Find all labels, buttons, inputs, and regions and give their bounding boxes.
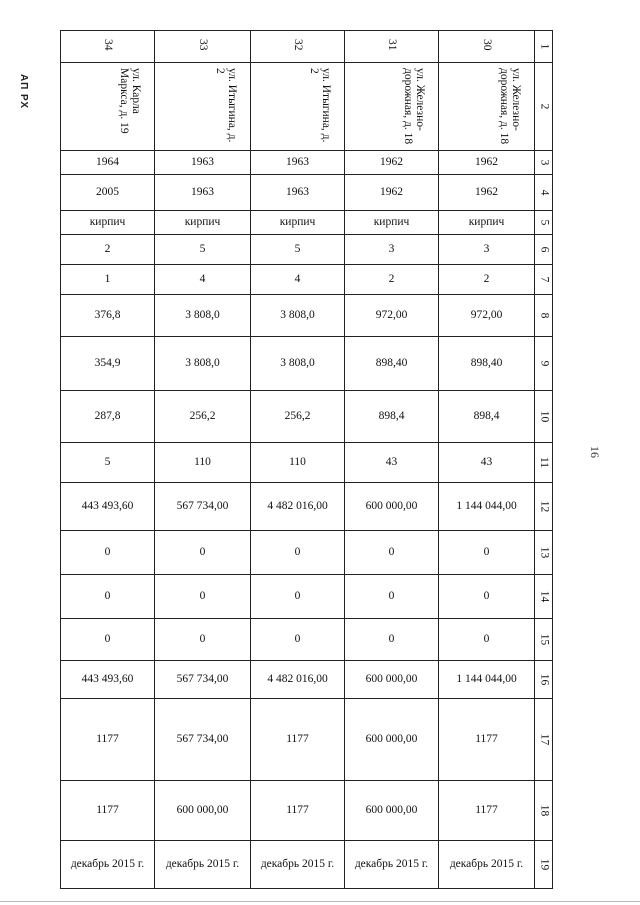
table-cell: 972,00 — [439, 295, 535, 337]
table-cell: 3 808,0 — [155, 337, 251, 391]
table-cell: 2 — [61, 235, 155, 265]
table-cell: 1962 — [439, 175, 535, 211]
table-cell: 1 — [61, 265, 155, 295]
table-cell: 567 734,00 — [155, 661, 251, 699]
table-cell: 972,00 — [345, 295, 439, 337]
table-cell: 43 — [345, 443, 439, 483]
table-cell: 0 — [155, 575, 251, 619]
table-row — [61, 31, 553, 63]
row-number: 18 — [535, 781, 553, 841]
table-cell: 287,8 — [61, 391, 155, 443]
table-row — [61, 175, 553, 211]
table-cell: 600 000,00 — [155, 781, 251, 841]
table-cell: 567 734,00 — [155, 699, 251, 781]
table-cell: 1962 — [345, 151, 439, 175]
table-cell: 0 — [155, 619, 251, 661]
table-cell: 43 — [439, 443, 535, 483]
table-cell: 3 — [345, 235, 439, 265]
column-id: 34 — [61, 31, 155, 63]
table-cell: 0 — [251, 531, 345, 575]
table-cell: 2 — [439, 265, 535, 295]
table-cell: 600 000,00 — [345, 699, 439, 781]
table-cell: 256,2 — [155, 391, 251, 443]
table-row — [61, 661, 553, 699]
table-cell: кирпич — [345, 211, 439, 235]
table-cell: 0 — [345, 575, 439, 619]
table-cell: 1177 — [439, 781, 535, 841]
column-id: 33 — [155, 31, 251, 63]
table-cell: кирпич — [61, 211, 155, 235]
column-id: 31 — [345, 31, 439, 63]
table-cell: кирпич — [155, 211, 251, 235]
table-cell: декабрь 2015 г. — [155, 841, 251, 889]
table-cell: 1963 — [251, 175, 345, 211]
table-cell: 3 808,0 — [155, 295, 251, 337]
table-cell: декабрь 2015 г. — [251, 841, 345, 889]
row-number: 11 — [535, 443, 553, 483]
column-id: 30 — [439, 31, 535, 63]
bottom-rule — [0, 901, 640, 902]
table-cell: 5 — [61, 443, 155, 483]
table-cell: 0 — [251, 619, 345, 661]
table-cell: 898,4 — [345, 391, 439, 443]
table-cell: 0 — [439, 619, 535, 661]
table-cell: 0 — [155, 531, 251, 575]
row-number: 10 — [535, 391, 553, 443]
table-row — [61, 295, 553, 337]
table-cell: 1962 — [345, 175, 439, 211]
address-cell: ул. Карла Маркса, д. 19 — [61, 63, 155, 151]
table-cell: 898,4 — [439, 391, 535, 443]
table-cell: 110 — [251, 443, 345, 483]
table-cell: 1 144 044,00 — [439, 661, 535, 699]
table-row — [61, 443, 553, 483]
table-cell: 2 — [345, 265, 439, 295]
table-row — [61, 575, 553, 619]
table-row — [61, 619, 553, 661]
table-cell: 0 — [61, 575, 155, 619]
column-id: 32 — [251, 31, 345, 63]
table-row — [61, 235, 553, 265]
table-cell: 443 493,60 — [61, 661, 155, 699]
table-row — [61, 151, 553, 175]
page-number: 16 — [588, 446, 602, 458]
table-cell: 567 734,00 — [155, 483, 251, 531]
table-cell: 1177 — [61, 781, 155, 841]
table-row — [61, 483, 553, 531]
table-cell: 4 — [155, 265, 251, 295]
row-number: 19 — [535, 841, 553, 889]
address-cell: ул. Итыгина, д. 2 — [155, 63, 251, 151]
housing-table — [60, 30, 553, 889]
table-row — [61, 841, 553, 889]
table-cell: 1963 — [155, 175, 251, 211]
table-cell: 1177 — [251, 699, 345, 781]
table-cell: 1177 — [439, 699, 535, 781]
row-number: 2 — [535, 63, 553, 151]
table-cell: 1963 — [155, 151, 251, 175]
table-row — [61, 211, 553, 235]
table-cell: 443 493,60 — [61, 483, 155, 531]
address-cell: ул. Железно-дорожная, д. 18 — [345, 63, 439, 151]
table-cell: 600 000,00 — [345, 661, 439, 699]
row-number: 16 — [535, 661, 553, 699]
table-cell: декабрь 2015 г. — [345, 841, 439, 889]
table-cell: декабрь 2015 г. — [439, 841, 535, 889]
row-number: 17 — [535, 699, 553, 781]
table-cell: 3 808,0 — [251, 295, 345, 337]
table-cell: 0 — [439, 531, 535, 575]
row-number: 1 — [535, 31, 553, 63]
table-cell: 3 808,0 — [251, 337, 345, 391]
row-number: 6 — [535, 235, 553, 265]
table-cell: 1 144 044,00 — [439, 483, 535, 531]
table-row — [61, 391, 553, 443]
row-number: 9 — [535, 337, 553, 391]
table-cell: 110 — [155, 443, 251, 483]
table-cell: 1177 — [251, 781, 345, 841]
table-cell: 256,2 — [251, 391, 345, 443]
table-cell: 2005 — [61, 175, 155, 211]
table-cell: 4 — [251, 265, 345, 295]
table-row — [61, 699, 553, 781]
table-cell: 376,8 — [61, 295, 155, 337]
table-cell: кирпич — [439, 211, 535, 235]
row-number: 15 — [535, 619, 553, 661]
table-cell: 1177 — [61, 699, 155, 781]
table-cell: 1962 — [439, 151, 535, 175]
table-cell: декабрь 2015 г. — [61, 841, 155, 889]
table-cell: 898,40 — [345, 337, 439, 391]
table-cell: 4 482 016,00 — [251, 661, 345, 699]
row-number: 13 — [535, 531, 553, 575]
table-cell: 898,40 — [439, 337, 535, 391]
row-number: 8 — [535, 295, 553, 337]
table-cell: 0 — [345, 531, 439, 575]
table-row — [61, 63, 553, 151]
table-cell: 0 — [251, 575, 345, 619]
row-number: 4 — [535, 175, 553, 211]
archive-stamp: АП РХ — [18, 74, 29, 110]
row-number: 7 — [535, 265, 553, 295]
table-row — [61, 781, 553, 841]
table-row — [61, 337, 553, 391]
table-row — [61, 531, 553, 575]
address-cell: ул. Итыгина, д. 2 — [251, 63, 345, 151]
table-cell: 5 — [155, 235, 251, 265]
row-number: 12 — [535, 483, 553, 531]
table-cell: 5 — [251, 235, 345, 265]
table-row — [61, 265, 553, 295]
table-cell: 0 — [61, 619, 155, 661]
row-number: 3 — [535, 151, 553, 175]
table-cell: 600 000,00 — [345, 483, 439, 531]
table-cell: 3 — [439, 235, 535, 265]
table-cell: 1964 — [61, 151, 155, 175]
address-cell: ул. Железно-дорожная, д. 18 — [439, 63, 535, 151]
table-cell: кирпич — [251, 211, 345, 235]
table-cell: 0 — [439, 575, 535, 619]
table-cell: 354,9 — [61, 337, 155, 391]
table-cell: 600 000,00 — [345, 781, 439, 841]
table-cell: 0 — [345, 619, 439, 661]
row-number: 5 — [535, 211, 553, 235]
row-number: 14 — [535, 575, 553, 619]
table-cell: 1963 — [251, 151, 345, 175]
table-cell: 4 482 016,00 — [251, 483, 345, 531]
table-cell: 0 — [61, 531, 155, 575]
